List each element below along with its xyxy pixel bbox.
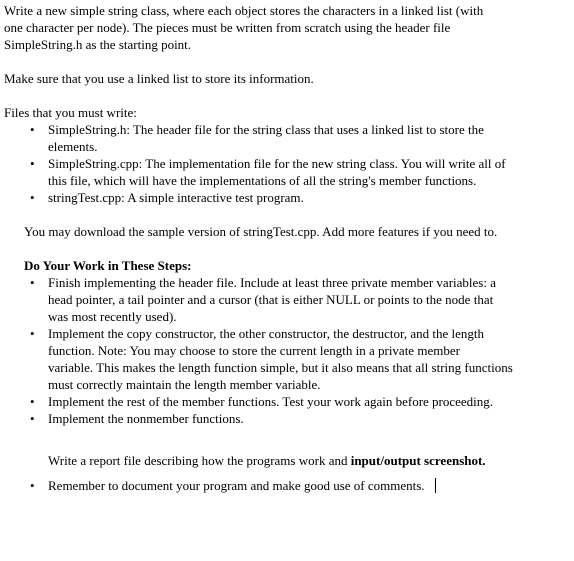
bullet-icon: • xyxy=(30,190,35,205)
list-item xyxy=(4,121,572,155)
bullet-icon: • xyxy=(30,156,35,171)
report-text: Write a report file describing how the programs work and xyxy=(48,453,351,468)
report-instruction xyxy=(4,452,572,469)
report-emphasis: input/output screenshot. xyxy=(350,453,486,468)
list-item-text: Implement the rest of the member functions. Test your work again before proceeding. xyxy=(48,394,494,409)
list-item xyxy=(4,410,572,427)
list-item xyxy=(4,477,572,494)
bullet-icon: • xyxy=(30,411,35,426)
linked-list-requirement: Make sure that you use a linked list to store its information. xyxy=(4,71,314,86)
list-item-text: this file, which will have the implementations of all the string's member functions. xyxy=(48,173,477,188)
intro-line: Write a new simple string class, where each object stores the characters in a linked list (with xyxy=(4,3,484,18)
files-heading: Files that you must write: xyxy=(4,105,137,120)
list-item-text: SimpleString.cpp: The implementation file for the new string class. You will write all of xyxy=(48,156,506,171)
list-item-text: variable. This makes the length function simple, but it also means that all string functions xyxy=(48,360,513,375)
document xyxy=(4,2,572,494)
list-item-text: Remember to document your program and make good use of comments. xyxy=(48,478,425,493)
bullet-icon: • xyxy=(30,122,35,137)
steps-list xyxy=(4,274,572,427)
list-item xyxy=(4,325,572,393)
list-item xyxy=(4,274,572,325)
final-list xyxy=(4,477,572,494)
list-item-text: head pointer, a tail pointer and a cursor (that is either NULL or points to the node that xyxy=(48,292,494,307)
list-item xyxy=(4,189,572,206)
list-item xyxy=(4,155,572,189)
list-item-text: Finish implementing the header file. Include at least three private member variables: a xyxy=(48,275,496,290)
steps-heading: Do Your Work in These Steps: xyxy=(24,258,192,273)
list-item-text: was most recently used). xyxy=(48,309,177,324)
list-item-text: stringTest.cpp: A simple interactive test program. xyxy=(48,190,304,205)
list-item-text: function. Note: You may choose to store the current length in a private member xyxy=(48,343,460,358)
bullet-icon: • xyxy=(30,394,35,409)
bullet-icon: • xyxy=(30,326,35,341)
files-list xyxy=(4,121,572,206)
list-item xyxy=(4,393,572,410)
download-note: You may download the sample version of stringTest.cpp. Add more features if you need to. xyxy=(24,224,498,239)
intro-paragraph xyxy=(4,2,572,53)
intro-line: one character per node). The pieces must be written from scratch using the header file xyxy=(4,20,451,35)
bullet-icon: • xyxy=(30,275,35,290)
text-cursor[interactable] xyxy=(435,478,436,493)
list-item-text: elements. xyxy=(48,139,98,154)
bullet-icon: • xyxy=(30,478,35,493)
list-item-text: SimpleString.h: The header file for the string class that uses a linked list to store the xyxy=(48,122,484,137)
list-item-text: must correctly maintain the length member variable. xyxy=(48,377,321,392)
list-item-text: Implement the nonmember functions. xyxy=(48,411,244,426)
intro-line: SimpleString.h as the starting point. xyxy=(4,37,192,52)
list-item-text: Implement the copy constructor, the other constructor, the destructor, and the length xyxy=(48,326,484,341)
